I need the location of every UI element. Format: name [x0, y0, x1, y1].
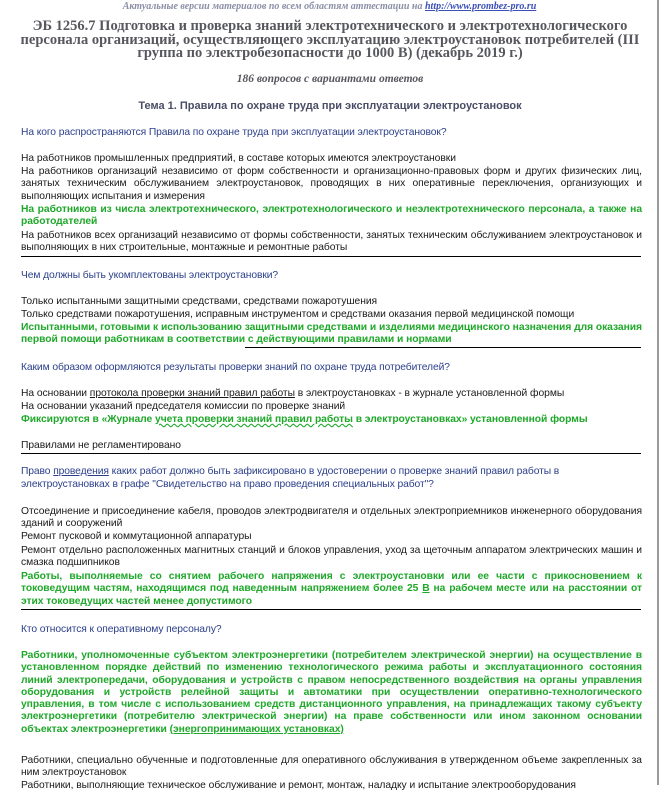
answer-3-1	[21, 388, 642, 400]
answer-3-1-underlined: протокола проверки знаний правил работы	[89, 388, 295, 399]
question-divider	[21, 256, 641, 257]
question-2: Чем должны быть укомплектованы электроустановки?	[21, 270, 278, 281]
answer-4-1: Отсоединение и присоединение кабеля, проводов электродвигателя и отдельных электроприемников инженерного оборудования зданий и сооружений	[21, 506, 642, 530]
answer-5-1-text: Работники, уполномоченные субъектом электроэнергетики (потребителем электрической энергии) на осуществление в установленном порядке действий по изменению технологического режима работы и эксплуатационного состояния линий электропередачи, оборудования и устройств с правом непосредственного воздействия на органы управления оборудования и устройств релейной защиты и автоматики при осуществлении оперативно-технологического управления, в том числе с использованием средств дистанционного управления, на принадлежащих такому субъекту электроэнергетики (потребителю электрической энергии) на праве собственности или ином законном основании объектах электроэнергетики	[21, 650, 642, 735]
header-link[interactable]: http://www.prombez-pro.ru	[424, 1, 537, 12]
question-1: На кого распространяются Правила по охране труда при эксплуатации электроустановок?	[21, 127, 447, 138]
answer-1-3-correct: На работников из числа электротехнического, электротехнологического и неэлектротехнического персонала, а также на работодателей	[21, 204, 642, 228]
answer-4-4-text: Работы, выполняемые со снятием рабочего напряжения с электроустановки или ее части с прикосновением к токоведущим частям, находящимся под наведенным напряжением более 25	[21, 571, 642, 595]
answer-3-3-correct	[21, 414, 642, 426]
answer-4-4-text-end: на рабочем месте или на расстоянии от этих токоведущих частей менее допустимого	[21, 583, 642, 607]
answer-4-2: Ремонт пусковой и коммутационной аппаратуры	[21, 531, 252, 542]
header-note	[0, 1, 659, 12]
answer-2-3-correct: Испытанными, готовыми к использованию защитными средствами и изделиями медицинского назначения для оказания первой помощи работникам в соответствии с действующими правилами и нормами	[21, 322, 643, 346]
answer-1-4: На работников всех организаций независимо от формы собственности, занятых техническим обслуживанием электроустановок и выполняющих в них строительные, монтажные и ремонтные работы	[21, 230, 642, 254]
answer-1-2: На работников организаций независимо от форм собственности и организационно-правовых форм и других физических лиц, занятых техническим обслуживанием электроустановок, проводящих в них оперативные переключения, организующих и выполняющих испытания и измерения	[21, 166, 642, 202]
question-4	[21, 466, 639, 491]
question-divider	[21, 609, 641, 610]
topic-heading: Тема 1. Правила по охране труда при эксплуатации электроустановок	[138, 100, 522, 112]
document-title: ЭБ 1256.7 Подготовка и проверка знаний электротехнического и электротехнологического персонала организаций, осуществляющего эксплуатацию электроустановок потребителей (III группа по электробезопасности до 1000 В) (декабрь 2019 г.)	[20, 18, 640, 61]
question-divider	[21, 453, 641, 454]
answer-3-4: Правилами не регламентировано	[21, 440, 181, 451]
question-5: Кто относится к оперативному персоналу?	[21, 624, 222, 635]
answer-5-3: Работники, выполняющие техническое обслуживание и ремонт, монтаж, наладку и испытание электрооборудования	[21, 780, 576, 791]
answer-2-2: Только средствами пожаротушения, исправным инструментом и средствами оказания первой медицинской помощи	[21, 309, 575, 320]
answer-3-3-underlined: учета проверки знаний правил работы	[155, 414, 353, 425]
question-4-text-end: каких работ должно быть зафиксировано в удостоверении о проверке знаний правил работы в электроустановках в графе "Свидетельство на право проведения специальных работ"?	[21, 466, 560, 490]
answer-4-3: Ремонт отдельно расположенных магнитных станций и блоков управления, уход за щеточным аппаратом электрических машин и смазка подшипников	[21, 545, 642, 569]
answer-3-1-text: На основании	[21, 388, 90, 399]
answer-4-4-underlined: В	[422, 583, 430, 595]
question-divider	[245, 347, 641, 348]
question-3: Каким образом оформляются результаты проверки знаний по охране труда потребителей?	[21, 362, 450, 373]
answer-3-1-text-end: в электроустановках - в журнале установленной формы	[294, 388, 565, 399]
document-subtitle: 186 вопросов с вариантами ответов	[236, 73, 424, 85]
question-4-underlined: проведения	[53, 466, 109, 477]
answer-5-1-underlined: (энергопринимающих установках)	[169, 723, 344, 735]
answer-3-3-text: Фиксируются в «Журнале	[21, 414, 156, 425]
answer-4-4-correct	[21, 571, 642, 608]
answer-5-1-correct	[21, 650, 642, 736]
question-4-text: Право	[21, 466, 54, 477]
answer-3-2: На основании указаний председателя комиссии по проверке знаний	[21, 401, 346, 412]
answer-5-2: Работники, специально обученные и подготовленные для оперативного обслуживания в утвержденном объеме закрепленных за ним электроустановок	[21, 755, 642, 779]
header-note-text: Актуальные версии материалов по всем областям аттестации на	[122, 1, 423, 12]
answer-3-3-text-end: в электроустановках» установленной формы	[352, 414, 588, 425]
answer-2-1: Только испытанными защитными средствами, средствами пожаротушения	[21, 296, 378, 307]
answer-1-1: На работников промышленных предприятий, в составе которых имеются электроустановки	[21, 153, 456, 164]
